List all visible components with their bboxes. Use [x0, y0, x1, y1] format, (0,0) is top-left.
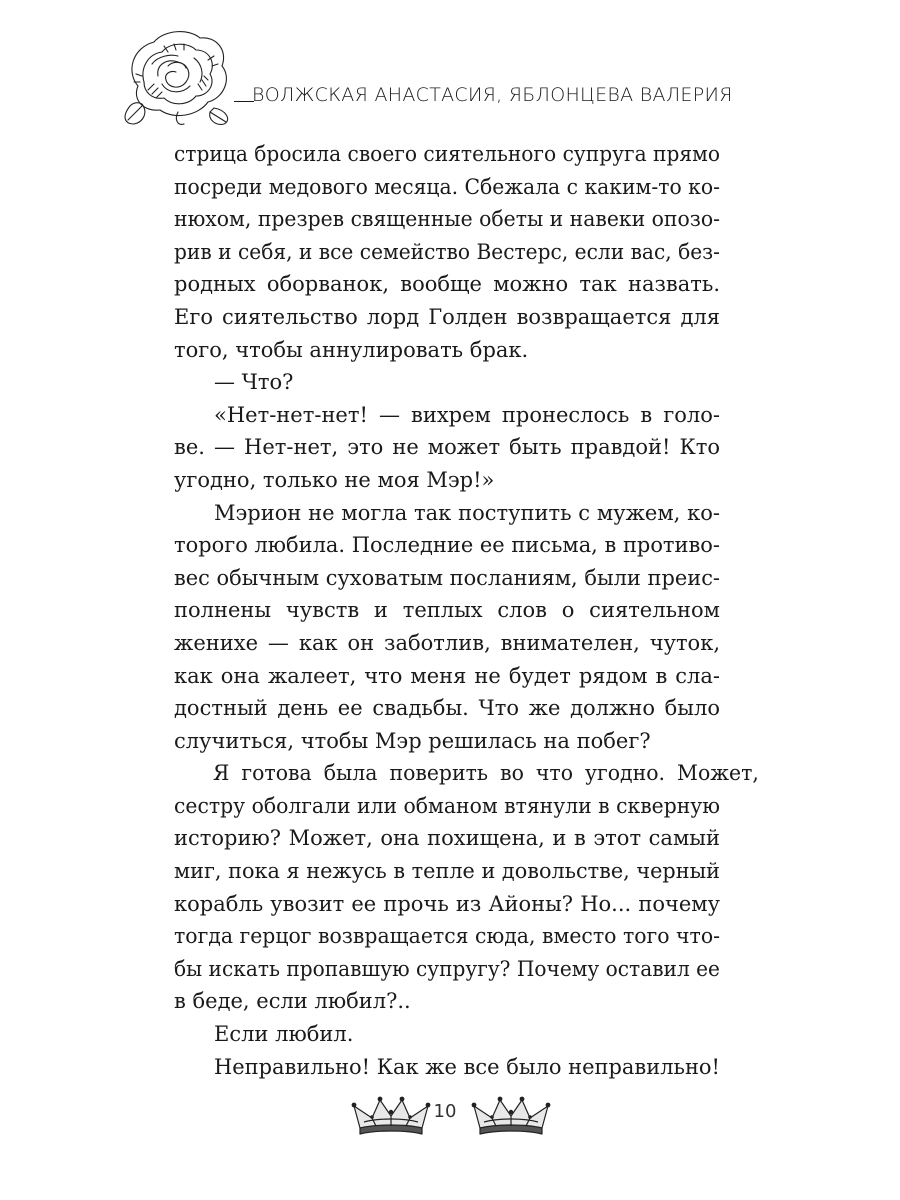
rose-illustration: [118, 24, 236, 128]
text-line: торого любила. Последние ее письма, в противо-: [174, 533, 720, 558]
text-line: как она жалеет, что меня не будет рядом в сла-: [174, 663, 720, 688]
text-line: женихе — как он заботлив, внимателен, чуток,: [174, 630, 720, 655]
text-line: рив и себя, и все семейство Вестерс, если вас, без-: [174, 239, 720, 264]
text-line: корабль увозит ее прочь из Айоны? Но... почему: [174, 891, 720, 916]
text-line: тогда герцог возвращается сюда, вместо того что-: [174, 924, 721, 949]
text-line: родных оборванок, вообще можно так назвать.: [174, 272, 720, 297]
crown-icon: [466, 1094, 556, 1140]
text-line: ве. — Нет-нет, это не может быть правдой! Кто: [174, 435, 720, 460]
text-line: Неправильно! Как же все было неправильно!: [213, 1054, 720, 1079]
text-line: Его сиятельство лорд Голден возвращается для: [174, 304, 720, 329]
running-head: ВОЛЖСКАЯ АНАСТАСИЯ, ЯБЛОНЦЕВА ВАЛЕРИЯ: [252, 84, 733, 106]
text-line: вес обычным суховатым посланиям, были преис-: [174, 565, 720, 590]
text-line: «Нет-нет-нет! — вихрем пронеслось в голо-: [214, 402, 720, 427]
text-line: Мэрион не могла так поступить с мужем, ко-: [214, 500, 720, 525]
text-line: стрица бросила своего сиятельного супруга прямо: [174, 142, 720, 166]
text-line: — Что?: [214, 370, 294, 395]
text-line: в беде, если любил?..: [174, 989, 411, 1014]
page-footer: [0, 1094, 900, 1144]
text-line: Если любил.: [214, 1022, 354, 1047]
text-line: того, чтобы аннулировать брак.: [174, 337, 529, 362]
text-line: бы искать пропавшую супругу? Почему оставил ее: [174, 956, 720, 981]
text-line: нюхом, презрев священные обеты и навеки опозо-: [174, 207, 720, 232]
text-line: Я готова была поверить во что угодно. Может,: [212, 761, 759, 786]
text-line: случиться, чтобы Мэр решилась на побег?: [174, 728, 651, 753]
crown-icon: [346, 1094, 436, 1140]
text-line: полнены чувств и теплых слов о сиятельном: [174, 598, 720, 623]
text-line: достный день ее свадьбы. Что же должно было: [174, 696, 720, 721]
text-line: сестру оболгали или обманом втянули в скверную: [174, 793, 721, 818]
text-line: посреди медового месяца. Сбежала с каким-то ко-: [174, 174, 720, 199]
text-line: миг, пока я нежусь в тепле и довольстве, черный: [174, 859, 720, 884]
page-number: 10: [433, 1101, 457, 1122]
header-rule: [234, 101, 254, 102]
text-line: угодно, только не моя Мэр!»: [174, 467, 495, 492]
body-text: [174, 138, 759, 1083]
text-line: историю? Может, она похищена, и в этот самый: [174, 826, 720, 851]
